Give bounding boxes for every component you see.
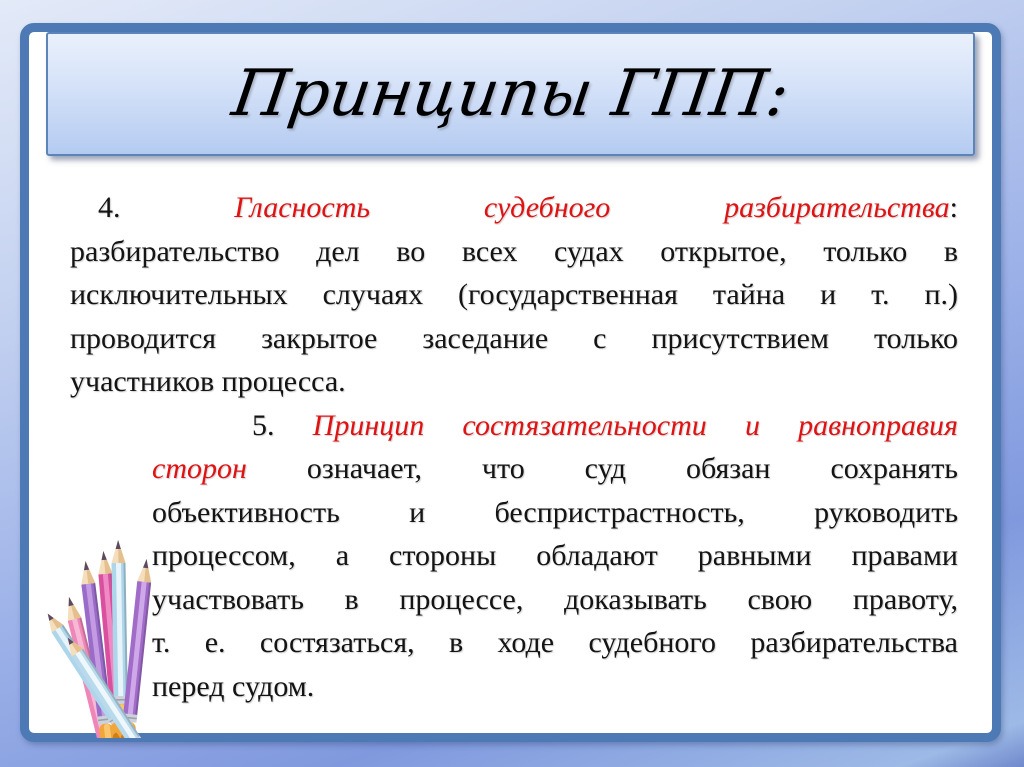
slide-title: Принципы ГПП: bbox=[227, 57, 794, 131]
emphasis-text: Принцип состязательности и равноправия bbox=[312, 408, 958, 442]
text-segment: процессом, а стороны обладают равными правами bbox=[152, 539, 958, 572]
text-line bbox=[70, 360, 958, 404]
text-line bbox=[152, 534, 958, 578]
text-segment: означает, что суд обязан сохранять bbox=[246, 452, 958, 485]
text-segment: проводится закрытое заседание с присутствием только bbox=[70, 321, 958, 355]
text-line bbox=[70, 230, 958, 274]
text-segment: разбирательство дел во всех судах открытое, только в bbox=[70, 234, 958, 268]
text-line bbox=[70, 186, 958, 230]
paragraph bbox=[152, 404, 958, 709]
text-line bbox=[70, 317, 958, 361]
text-segment: участвовать в процессе, доказывать свою правоту, bbox=[152, 582, 958, 616]
text-segment: : bbox=[949, 191, 959, 224]
text-line bbox=[152, 665, 958, 709]
colored-pencils-icon bbox=[42, 523, 212, 738]
text-line bbox=[152, 621, 958, 665]
text-line bbox=[152, 447, 958, 491]
text-segment: объективность и беспристрастность, руководить bbox=[152, 495, 958, 529]
paragraph bbox=[70, 186, 958, 404]
text-segment: исключительных случаях (государственная тайна и т. п.) bbox=[70, 278, 958, 311]
text-segment: перед судом. bbox=[152, 669, 315, 703]
text-line bbox=[70, 273, 958, 317]
text-segment: т. е. состязаться, в ходе судебного разбирательства bbox=[152, 626, 958, 659]
text-segment: 5. bbox=[252, 408, 313, 442]
text-line bbox=[152, 578, 958, 622]
emphasis-text: сторон bbox=[152, 452, 247, 485]
text-segment: 4. bbox=[98, 191, 235, 224]
emphasis-text: Гласность судебного разбирательства bbox=[234, 191, 950, 224]
text-segment: участников процесса. bbox=[70, 365, 346, 398]
text-line bbox=[152, 491, 958, 535]
title-box bbox=[46, 32, 975, 156]
text-line bbox=[152, 404, 958, 448]
